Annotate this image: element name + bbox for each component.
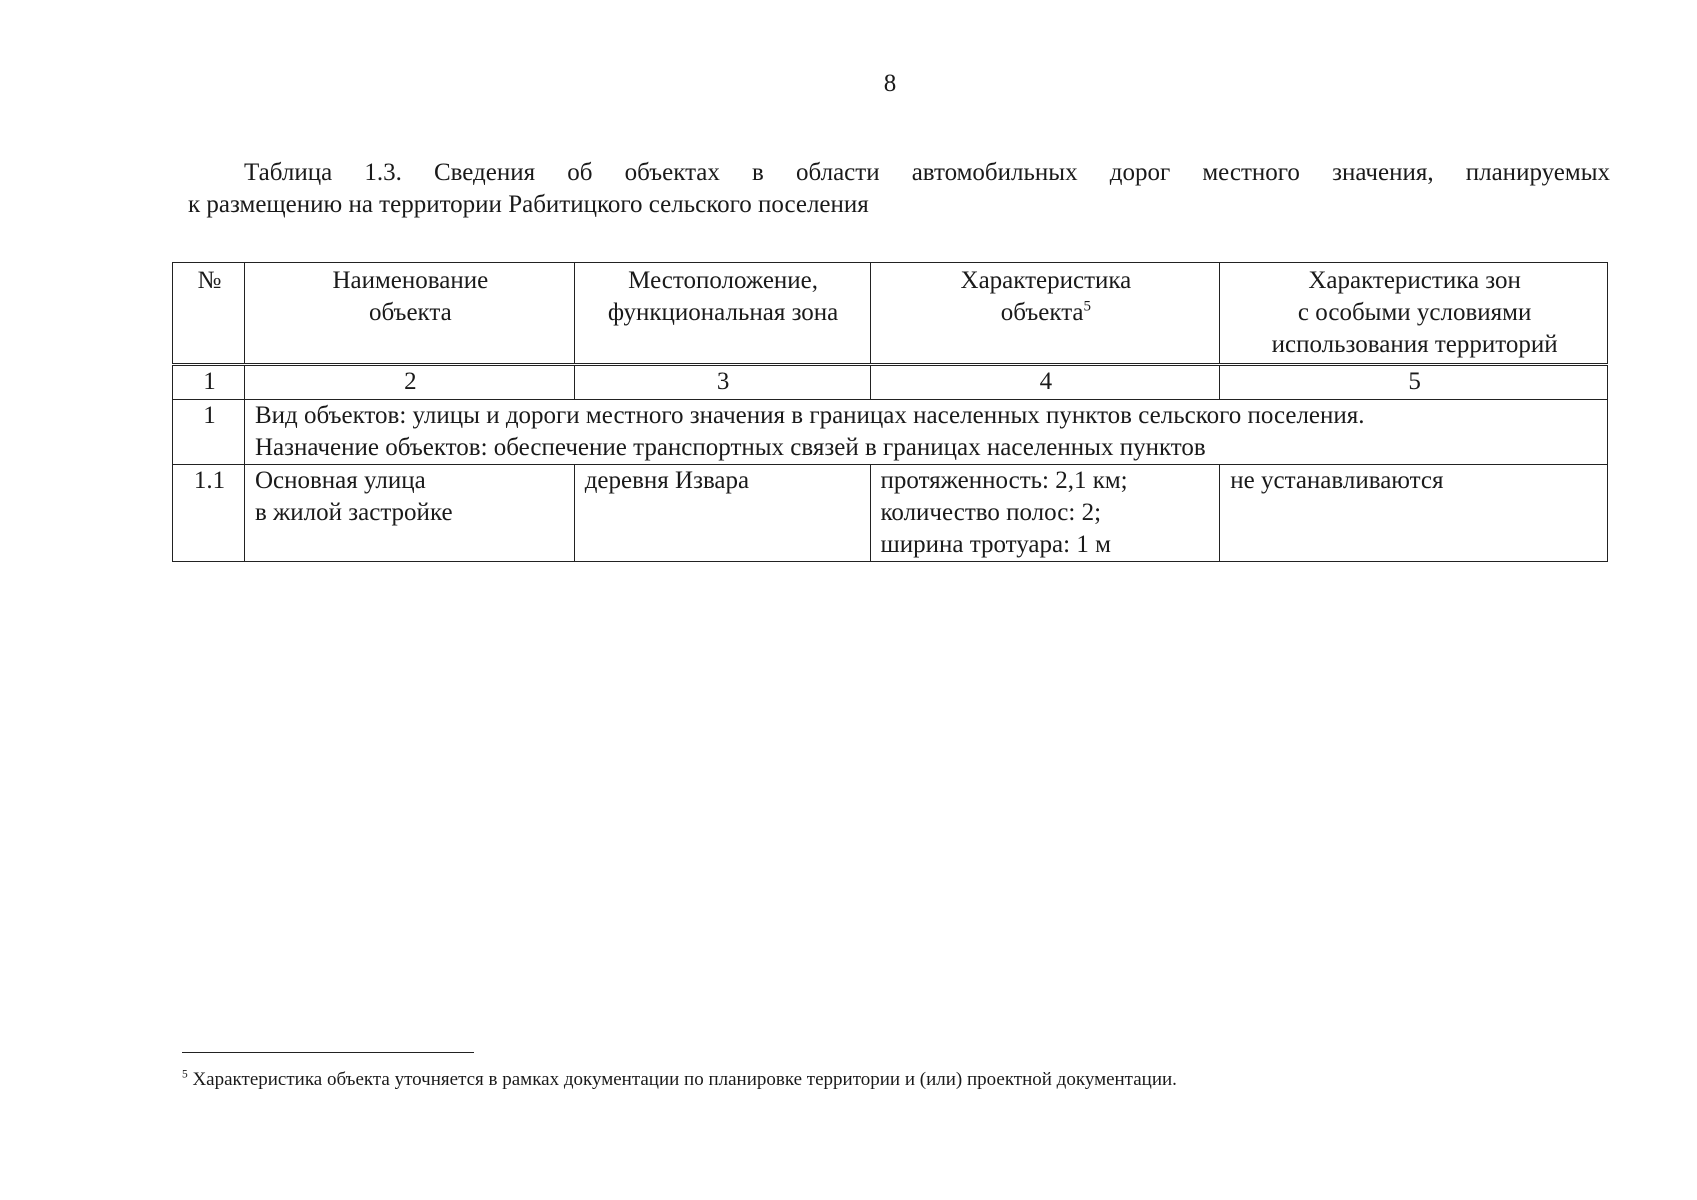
group-line-2: Назначение объектов: обеспечение транспортных связей в границах населенных пунктов xyxy=(254,434,1206,461)
caption-line-2: к размещению на территории Рабитицкого сельского поселения xyxy=(188,191,869,218)
footnote-reference: 5 xyxy=(1083,298,1092,315)
header-zones-line-2: с особыми условиями xyxy=(1297,299,1532,326)
column-number: 5 xyxy=(1220,365,1608,400)
header-location-line-2: функциональная зона xyxy=(607,299,839,326)
objects-table xyxy=(172,262,1608,562)
header-name-line-2: объекта xyxy=(368,299,452,326)
group-row xyxy=(173,400,1608,465)
group-description xyxy=(244,400,1607,465)
row-num: 1.1 xyxy=(173,465,245,562)
header-zones-line-1: Характеристика зон xyxy=(1308,267,1521,294)
header-location xyxy=(574,263,870,365)
header-zones xyxy=(1220,263,1608,365)
header-num: № xyxy=(173,263,245,365)
row-characteristic xyxy=(870,465,1220,562)
table-caption xyxy=(188,157,1610,221)
row-name xyxy=(244,465,574,562)
row-name-line-2: в жилой застройке xyxy=(254,499,453,526)
column-number-row xyxy=(173,365,1608,400)
group-line-1: Вид объектов: улицы и дороги местного значения в границах населенных пунктов сельского поселения. xyxy=(254,402,1365,429)
row-char-line-3: ширина тротуара: 1 м xyxy=(880,531,1111,558)
header-row xyxy=(173,263,1608,365)
row-name-line-1: Основная улица xyxy=(254,467,426,494)
footnote-mark: 5 xyxy=(182,1068,188,1081)
group-num: 1 xyxy=(173,400,245,465)
table-row xyxy=(173,465,1608,562)
header-characteristic xyxy=(870,263,1220,365)
footnote xyxy=(182,1068,1482,1092)
header-characteristic-text: объекта xyxy=(1000,299,1084,326)
column-number: 4 xyxy=(870,365,1220,400)
column-number: 3 xyxy=(574,365,870,400)
header-zones-line-3: использования территорий xyxy=(1271,331,1558,358)
header-characteristic-line-1: Характеристика xyxy=(960,267,1132,294)
header-characteristic-line-2 xyxy=(881,297,1212,329)
header-name-line-1: Наименование xyxy=(332,267,489,294)
header-location-line-1: Местоположение, xyxy=(628,267,819,294)
footnote-divider xyxy=(182,1052,474,1053)
footnote-text: Характеристика объекта уточняется в рамках документации по планировке территории и (или) проектной документации. xyxy=(187,1069,1177,1090)
page-number: 8 xyxy=(883,70,897,97)
header-name xyxy=(244,263,574,365)
row-char-line-1: протяженность: 2,1 км; xyxy=(880,467,1128,494)
row-char-line-2: количество полос: 2; xyxy=(880,499,1102,526)
row-location: деревня Извара xyxy=(574,465,870,562)
column-number: 2 xyxy=(244,365,574,400)
caption-line-1: Таблица 1.3. Сведения об объектах в области автомобильных дорог местного значения, планируемых xyxy=(244,159,1610,186)
column-number: 1 xyxy=(173,365,245,400)
row-zones: не устанавливаются xyxy=(1220,465,1608,562)
